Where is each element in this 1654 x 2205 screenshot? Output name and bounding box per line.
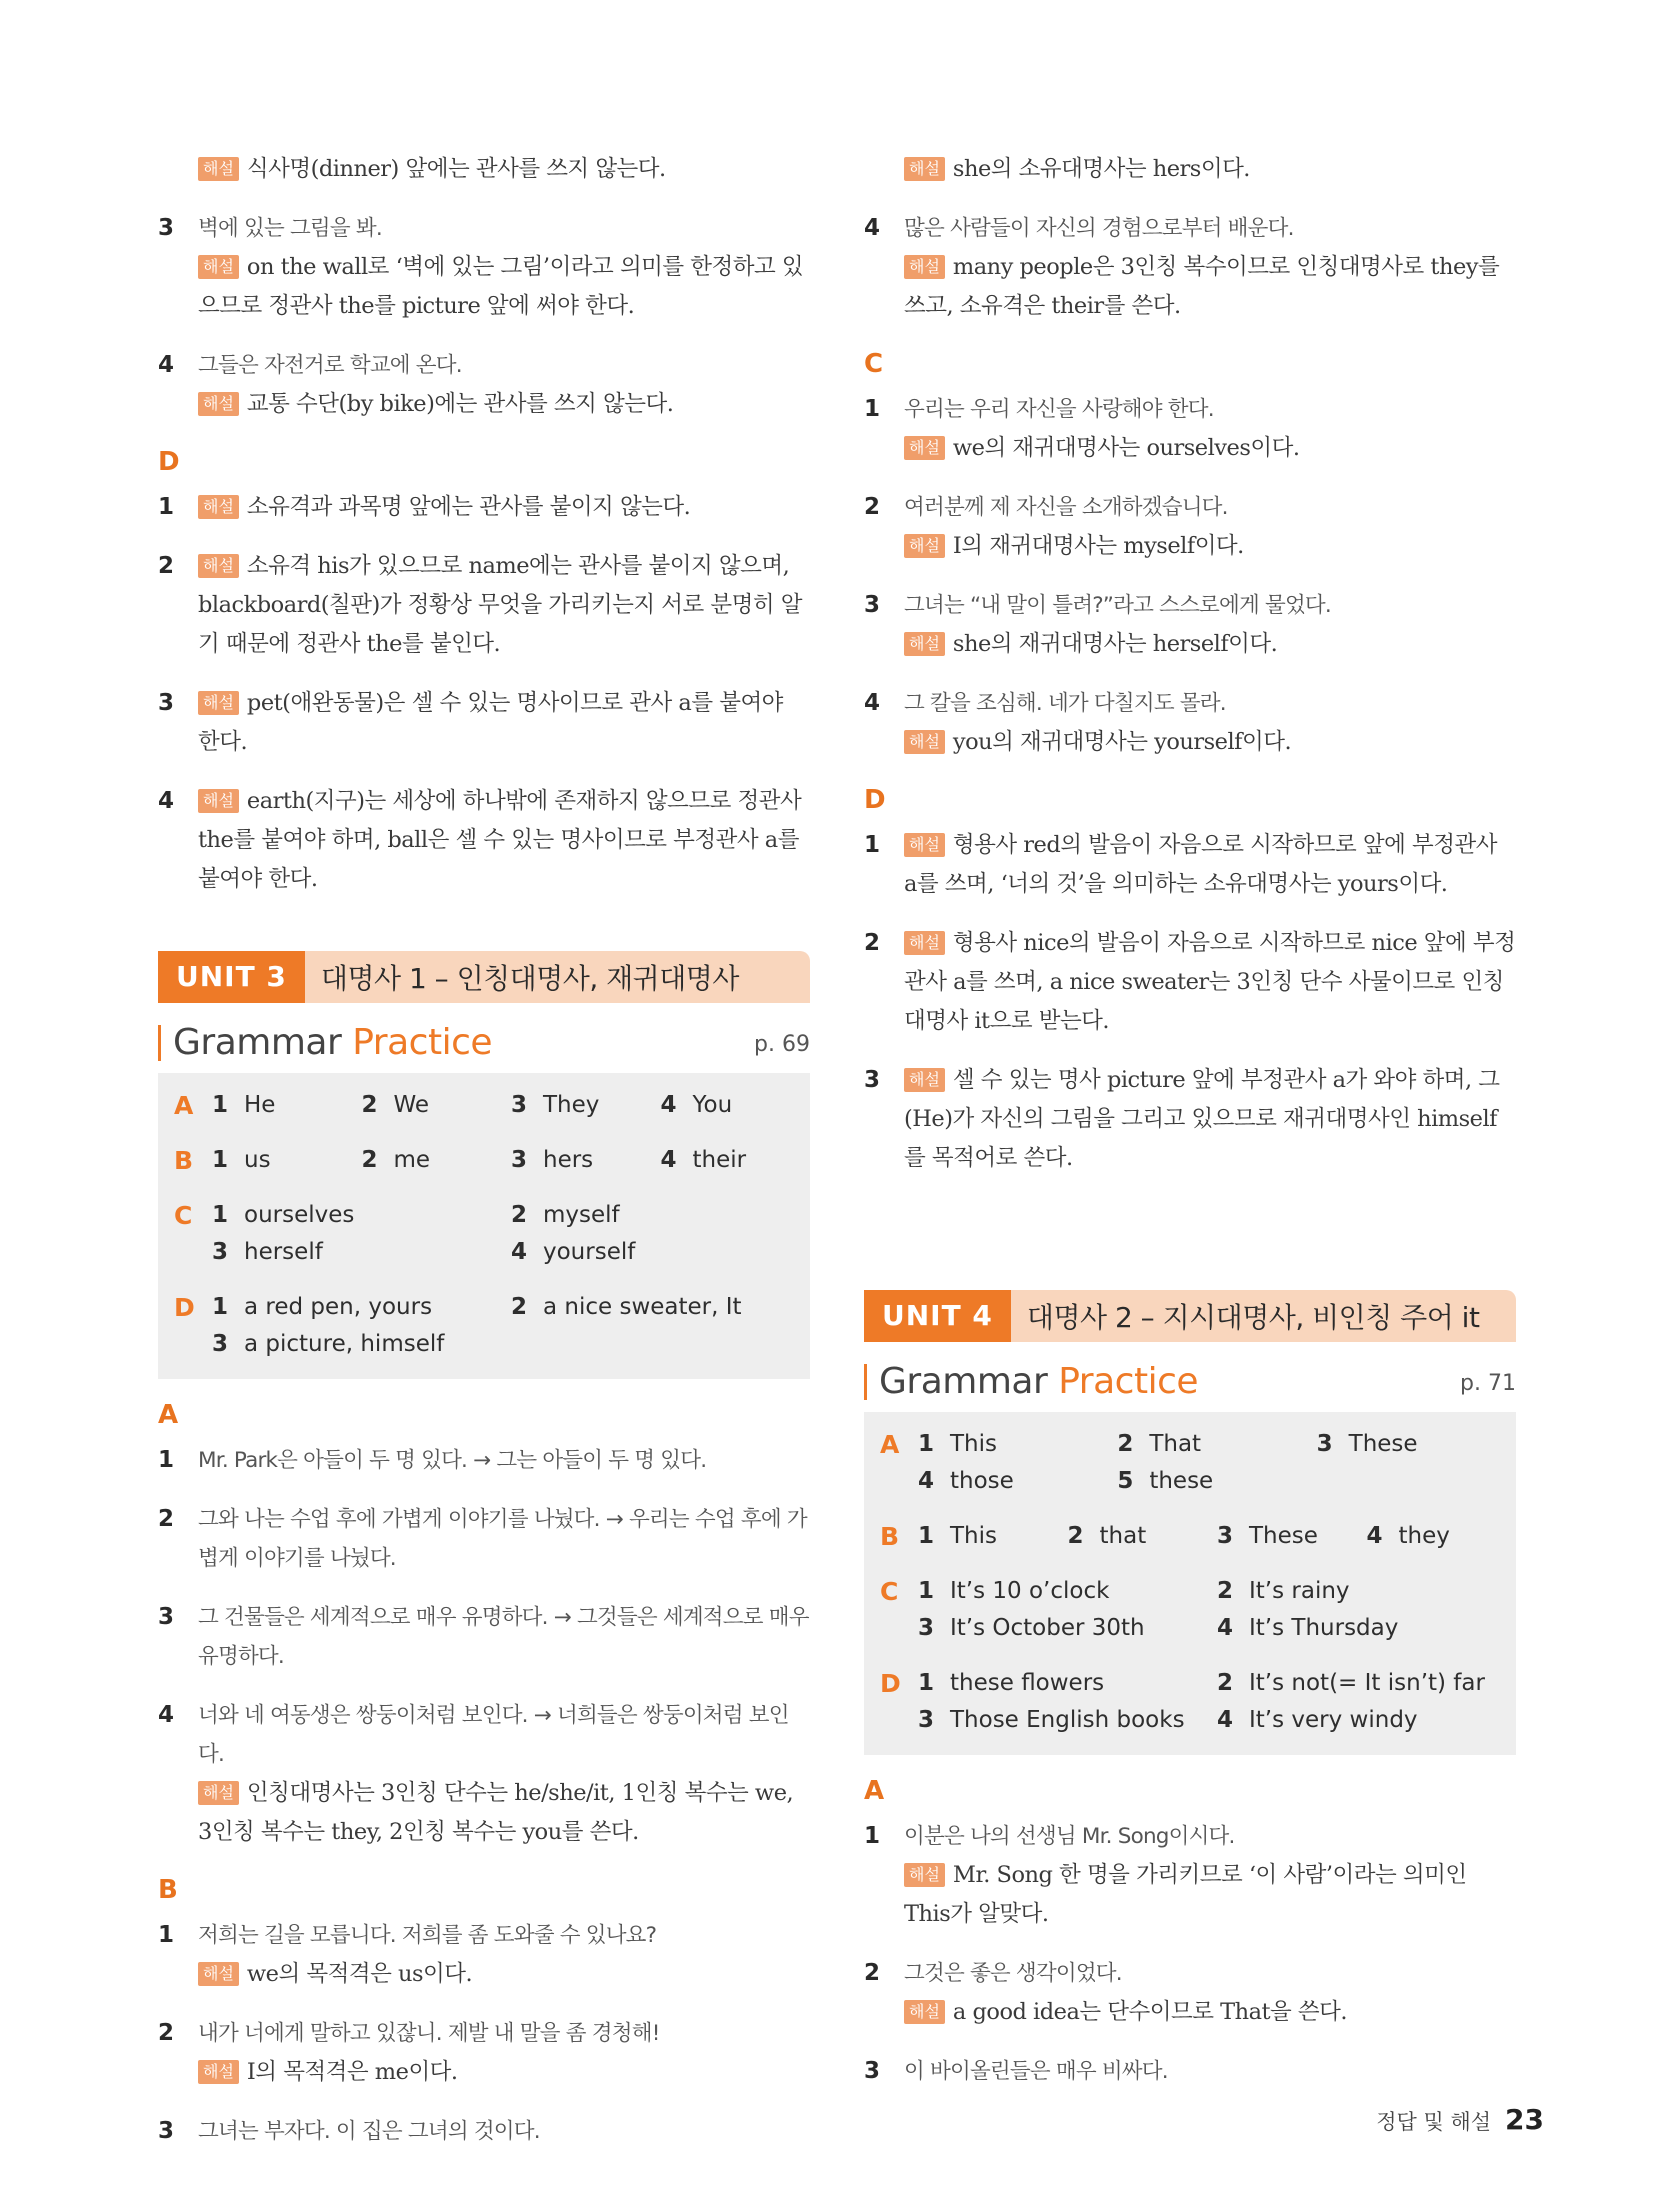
answer-grid — [918, 1518, 1516, 1555]
explanation-text: she의 소유대명사는 hers이다. — [952, 156, 1250, 182]
answer-text: This — [950, 1431, 997, 1457]
answer-number: 1 — [212, 1202, 229, 1228]
item-number: 3 — [864, 2058, 880, 2084]
answer-cell — [362, 1087, 512, 1124]
item-number: 2 — [864, 1960, 880, 1986]
explanation-text: I의 재귀대명사는 myself이다. — [952, 533, 1244, 559]
item-number: 1 — [864, 396, 880, 422]
explanation — [904, 1993, 1516, 2032]
korean-sentence: 그녀는 “내 말이 틀려?”라고 스스로에게 물었다. — [904, 593, 1331, 618]
answer-number: 4 — [1366, 1523, 1383, 1549]
left-top-item — [158, 150, 810, 189]
title-grammar: Grammar — [879, 1361, 1048, 1402]
grammar-practice-title — [158, 1022, 493, 1063]
explanation-text: 교통 수단(by bike)에는 관사를 쓰지 않는다. — [246, 391, 674, 417]
left-b-item — [158, 1916, 810, 1994]
right-a-item — [864, 1954, 1516, 2032]
explanation-tag: 해설 — [198, 2060, 239, 2084]
explanation — [198, 248, 810, 326]
answer-cell — [918, 1665, 1217, 1702]
answer-cell — [1217, 1573, 1516, 1610]
answer-cell — [511, 1197, 810, 1234]
korean-sentence: 그 건물들은 세계적으로 매우 유명하다. → 그것들은 세계적으로 매우 유명하다. — [198, 1605, 809, 1669]
explanation-tag: 해설 — [198, 1781, 239, 1805]
answer-text: They — [543, 1092, 600, 1118]
answer-cell — [212, 1326, 511, 1363]
unit-title: 대명사 1 – 인칭대명사, 재귀대명사 — [320, 962, 739, 995]
explanation-text: 소유격과 과목명 앞에는 관사를 붙이지 않는다. — [246, 494, 691, 520]
page-number: 23 — [1505, 2103, 1544, 2136]
answer-cell — [1217, 1702, 1516, 1739]
explanation-text: 식사명(dinner) 앞에는 관사를 쓰지 않는다. — [246, 156, 666, 182]
item-number: 2 — [864, 494, 880, 520]
answer-cell — [918, 1518, 1068, 1555]
page-reference: p. 69 — [754, 1032, 810, 1057]
explanation-text: we의 목적격은 us이다. — [246, 1961, 473, 1987]
item-number: 3 — [864, 592, 880, 618]
grammar-practice-header — [158, 1022, 810, 1063]
title-practice: Practice — [1058, 1361, 1199, 1402]
item-number: 3 — [158, 2118, 174, 2144]
explanation-tag: 해설 — [904, 931, 945, 955]
answer-grid — [212, 1087, 810, 1124]
explanation — [198, 684, 810, 762]
answer-text: yourself — [543, 1239, 636, 1265]
section-letter: A — [864, 1776, 885, 1806]
grammar-practice-title — [864, 1361, 1199, 1402]
left-top-item — [158, 346, 810, 424]
explanation-tag: 해설 — [904, 632, 945, 656]
answer-row — [174, 1142, 810, 1179]
right-c-item — [864, 488, 1516, 566]
section-letter: D — [158, 447, 180, 477]
unit-label: UNIT 3 — [158, 951, 305, 1003]
answer-letter: A — [880, 1430, 900, 1459]
korean-sentence: 그 칼을 조심해. 네가 다칠지도 몰라. — [904, 691, 1226, 716]
item-number: 4 — [158, 788, 174, 814]
item-number: 2 — [864, 930, 880, 956]
item-number: 3 — [158, 215, 174, 241]
korean-sentence: 그와 나는 수업 후에 가볍게 이야기를 나눴다. → 우리는 수업 후에 가볍게 이야기를 나눴다. — [198, 1507, 807, 1571]
item-number: 4 — [158, 1702, 174, 1728]
answer-text: us — [244, 1147, 271, 1173]
explanation-tag: 해설 — [904, 1863, 945, 1887]
explanation-tag: 해설 — [904, 436, 945, 460]
footer-label: 정답 및 해설 — [1376, 2110, 1492, 2134]
item-number: 4 — [864, 690, 880, 716]
answer-cell — [212, 1142, 362, 1179]
answer-cell — [511, 1289, 810, 1326]
answer-text: these — [1149, 1468, 1214, 1494]
answer-number: 1 — [918, 1670, 935, 1696]
answer-text: This — [950, 1523, 997, 1549]
answer-text: It’s October 30th — [950, 1615, 1145, 1641]
answer-cell — [212, 1087, 362, 1124]
left-a-item — [158, 1500, 810, 1578]
left-b-item — [158, 2112, 810, 2151]
explanation-text: 셀 수 있는 명사 picture 앞에 부정관사 a가 와야 하며, 그(He)가 자신의 그림을 그리고 있으므로 재귀대명사인 himself를 목적어로 쓴다. — [904, 1067, 1500, 1171]
answer-row — [174, 1087, 810, 1124]
answer-number: 1 — [918, 1523, 935, 1549]
explanation-text: earth(지구)는 세상에 하나밖에 존재하지 않으므로 정관사 the를 붙여야 하며, ball은 셀 수 있는 명사이므로 부정관사 a를 붙여야 한다. — [198, 788, 802, 892]
answer-text: herself — [244, 1239, 323, 1265]
page-footer — [1376, 2103, 1544, 2136]
korean-sentence: 내가 너에게 말하고 있잖니. 제발 내 말을 좀 경청해! — [198, 2021, 660, 2046]
answer-cell — [1317, 1426, 1516, 1463]
explanation — [904, 1856, 1516, 1934]
answer-number: 2 — [511, 1294, 528, 1320]
answer-text: Those English books — [950, 1707, 1185, 1733]
section-letter: C — [864, 349, 884, 379]
answer-box — [158, 1073, 810, 1379]
right-d-item — [864, 1061, 1516, 1178]
left-a-item — [158, 1598, 810, 1676]
answer-box — [864, 1412, 1516, 1755]
answer-cell — [918, 1463, 1117, 1500]
answer-number: 4 — [660, 1092, 677, 1118]
item-number: 4 — [158, 352, 174, 378]
right-c-item — [864, 684, 1516, 762]
title-grammar: Grammar — [173, 1022, 342, 1063]
explanation — [198, 385, 810, 424]
explanation-text: 형용사 red의 발음이 자음으로 시작하므로 앞에 부정관사 a를 쓰며, ‘너의 것’을 의미하는 소유대명사는 yours이다. — [904, 832, 1497, 897]
left-a-item — [158, 1696, 810, 1852]
answer-text: We — [393, 1092, 430, 1118]
answer-number: 1 — [918, 1578, 935, 1604]
explanation — [904, 248, 1516, 326]
explanation-tag: 해설 — [904, 1068, 945, 1092]
answer-cell — [1117, 1426, 1316, 1463]
section-letter: B — [158, 1875, 178, 1905]
answer-cell — [212, 1197, 511, 1234]
answer-letter: C — [174, 1201, 193, 1230]
answer-text: hers — [543, 1147, 594, 1173]
answer-number: 4 — [918, 1468, 935, 1494]
item-number: 3 — [158, 1604, 174, 1630]
explanation-tag: 해설 — [198, 691, 239, 715]
korean-sentence: 많은 사람들이 자신의 경험으로부터 배운다. — [904, 216, 1294, 241]
explanation-text: Mr. Song 한 명을 가리키므로 ‘이 사람’이라는 의미인 This가 알맞다. — [904, 1862, 1467, 1927]
korean-sentence: Mr. Park은 아들이 두 명 있다. → 그는 아들이 두 명 있다. — [198, 1448, 707, 1473]
answer-number: 3 — [511, 1092, 528, 1118]
left-d-item — [158, 488, 810, 527]
answer-row — [880, 1518, 1516, 1555]
unit-label: UNIT 4 — [864, 1290, 1011, 1342]
unit-header — [158, 951, 810, 1003]
title-practice: Practice — [352, 1022, 493, 1063]
explanation-tag: 해설 — [904, 157, 945, 181]
answer-text: It’s Thursday — [1249, 1615, 1399, 1641]
answer-text: These — [1249, 1523, 1318, 1549]
answer-text: a picture, himself — [244, 1331, 445, 1357]
item-number: 1 — [158, 1447, 174, 1473]
explanation-text: she의 재귀대명사는 herself이다. — [952, 631, 1278, 657]
korean-sentence: 이 바이올린들은 매우 비싸다. — [904, 2059, 1168, 2084]
grammar-practice-header — [864, 1361, 1516, 1402]
explanation — [904, 150, 1516, 189]
answer-cell — [511, 1142, 661, 1179]
answer-cell — [1217, 1610, 1516, 1647]
answer-number: 4 — [511, 1239, 528, 1265]
korean-sentence: 그녀는 부자다. 이 집은 그녀의 것이다. — [198, 2119, 540, 2144]
answer-text: a nice sweater, It — [543, 1294, 742, 1320]
explanation-text: 형용사 nice의 발음이 자음으로 시작하므로 nice 앞에 부정관사 a를 쓰며, a nice sweater는 3인칭 단수 사물이므로 인칭대명사 it으로 받는다. — [904, 930, 1516, 1034]
answer-cell — [918, 1610, 1217, 1647]
item-number: 3 — [864, 1067, 880, 1093]
answer-text: It’s very windy — [1249, 1707, 1418, 1733]
answer-letter: A — [174, 1091, 194, 1120]
right-a-item — [864, 2052, 1516, 2091]
korean-sentence: 벽에 있는 그림을 봐. — [198, 216, 382, 241]
item-number: 1 — [864, 832, 880, 858]
answer-number: 2 — [361, 1092, 378, 1118]
answer-text: It’s not(= It isn’t) far — [1249, 1670, 1485, 1696]
explanation-text: I의 목적격은 me이다. — [246, 2059, 458, 2085]
item-number: 2 — [158, 2020, 174, 2046]
answer-cell — [661, 1087, 811, 1124]
item-number: 1 — [158, 494, 174, 520]
answer-cell — [511, 1087, 661, 1124]
item-number: 2 — [158, 1506, 174, 1532]
answer-cell — [1217, 1518, 1367, 1555]
explanation-tag: 해설 — [198, 1962, 239, 1986]
explanation — [198, 2053, 810, 2092]
left-top-item — [158, 209, 810, 326]
explanation — [198, 150, 810, 189]
explanation-text: 인칭대명사는 3인칭 단수는 he/she/it, 1인칭 복수는 we, 3인칭 복수는 they, 2인칭 복수는 you를 쓴다. — [198, 1780, 794, 1845]
answer-number: 3 — [212, 1331, 229, 1357]
answer-grid — [918, 1426, 1516, 1500]
explanation-tag: 해설 — [198, 554, 239, 578]
korean-sentence: 우리는 우리 자신을 사랑해야 한다. — [904, 397, 1214, 422]
answer-cell — [1117, 1463, 1316, 1500]
answer-number: 3 — [511, 1147, 528, 1173]
right-c-item — [864, 390, 1516, 468]
answer-number: 2 — [1067, 1523, 1084, 1549]
explanation-tag: 해설 — [198, 789, 239, 813]
korean-sentence: 그들은 자전거로 학교에 온다. — [198, 353, 462, 378]
korean-sentence: 저희는 길을 모릅니다. 저희를 좀 도와줄 수 있나요? — [198, 1923, 657, 1948]
item-number: 1 — [158, 1922, 174, 1948]
answer-cell — [918, 1426, 1117, 1463]
explanation-text: a good idea는 단수이므로 That을 쓴다. — [952, 1999, 1348, 2025]
answer-text: me — [393, 1147, 431, 1173]
korean-sentence: 너와 네 여동생은 쌍둥이처럼 보인다. → 너희들은 쌍둥이처럼 보인다. — [198, 1703, 789, 1767]
answer-text: It’s 10 o’clock — [950, 1578, 1110, 1604]
answer-number: 1 — [212, 1294, 229, 1320]
explanation-tag: 해설 — [198, 495, 239, 519]
answer-cell — [1068, 1518, 1218, 1555]
right-d-item — [864, 826, 1516, 904]
answer-row — [880, 1426, 1516, 1500]
answer-text: These — [1348, 1431, 1418, 1457]
section-letter: D — [864, 785, 886, 815]
explanation — [904, 527, 1516, 566]
answer-number: 3 — [1217, 1523, 1234, 1549]
answer-number: 2 — [1117, 1431, 1134, 1457]
answer-number: 3 — [918, 1707, 935, 1733]
answer-cell — [661, 1142, 811, 1179]
left-d-item — [158, 684, 810, 762]
explanation-tag: 해설 — [904, 2000, 945, 2024]
answer-text: That — [1149, 1431, 1202, 1457]
answer-text: myself — [543, 1202, 620, 1228]
unit-title: 대명사 2 – 지시대명사, 비인칭 주어 it — [1026, 1301, 1480, 1334]
answer-number: 4 — [1217, 1707, 1234, 1733]
explanation — [904, 826, 1516, 904]
left-a-item — [158, 1441, 810, 1480]
explanation — [904, 625, 1516, 664]
answer-text: they — [1398, 1523, 1450, 1549]
right-d-item — [864, 924, 1516, 1041]
korean-sentence: 그것은 좋은 생각이었다. — [904, 1961, 1122, 1986]
answer-letter: B — [174, 1146, 194, 1175]
answer-number: 1 — [212, 1147, 229, 1173]
answer-number: 1 — [918, 1431, 935, 1457]
explanation-tag: 해설 — [198, 255, 239, 279]
answer-text: that — [1099, 1523, 1147, 1549]
explanation — [904, 1061, 1516, 1178]
answer-cell — [1217, 1665, 1516, 1702]
answer-row — [174, 1197, 810, 1271]
answer-number: 4 — [1217, 1615, 1234, 1641]
answer-row — [880, 1573, 1516, 1647]
answer-text: their — [692, 1147, 747, 1173]
answer-grid — [212, 1142, 810, 1179]
answer-number: 3 — [1316, 1431, 1333, 1457]
answer-number: 3 — [918, 1615, 935, 1641]
korean-sentence: 이분은 나의 선생님 Mr. Song이시다. — [904, 1824, 1235, 1849]
korean-sentence: 여러분께 제 자신을 소개하겠습니다. — [904, 495, 1228, 520]
right-top-item — [864, 150, 1516, 189]
answer-number: 2 — [1217, 1578, 1234, 1604]
answer-text: ourselves — [244, 1202, 355, 1228]
right-c-item — [864, 586, 1516, 664]
left-d-item — [158, 782, 810, 899]
answer-cell — [511, 1234, 810, 1271]
item-number: 3 — [158, 690, 174, 716]
answer-cell — [918, 1573, 1217, 1610]
answer-letter: C — [880, 1577, 899, 1606]
answer-letter: B — [880, 1522, 900, 1551]
answer-cell — [362, 1142, 512, 1179]
answer-text: these flowers — [950, 1670, 1105, 1696]
explanation — [198, 782, 810, 899]
explanation-tag: 해설 — [904, 255, 945, 279]
explanation-text: on the wall로 ‘벽에 있는 그림’이라고 의미를 한정하고 있으므로 정관사 the를 picture 앞에 써야 한다. — [198, 254, 804, 319]
answer-number: 2 — [1217, 1670, 1234, 1696]
explanation-text: 소유격 his가 있으므로 name에는 관사를 붙이지 않으며, blackboard(칠판)가 정황상 무엇을 가리키는지 서로 분명히 알기 때문에 정관사 the를 붙인다. — [198, 553, 802, 657]
answer-letter: D — [174, 1293, 195, 1322]
unit-header — [864, 1290, 1516, 1342]
explanation — [198, 1774, 810, 1852]
answer-grid — [212, 1197, 810, 1271]
answer-number: 4 — [660, 1147, 677, 1173]
right-a-item — [864, 1817, 1516, 1934]
answer-cell — [212, 1289, 511, 1326]
item-number: 2 — [158, 553, 174, 579]
explanation — [198, 547, 810, 664]
right-column — [864, 150, 1516, 2111]
answer-cell — [918, 1702, 1217, 1739]
answer-row — [174, 1289, 810, 1363]
section-letter: A — [158, 1400, 179, 1430]
answer-letter: D — [880, 1669, 901, 1698]
explanation-text: you의 재귀대명사는 yourself이다. — [952, 729, 1292, 755]
answer-number: 2 — [511, 1202, 528, 1228]
answer-grid — [918, 1573, 1516, 1647]
answer-text: a red pen, yours — [244, 1294, 433, 1320]
explanation — [198, 1955, 810, 1994]
right-top-item — [864, 209, 1516, 326]
answer-text: You — [692, 1092, 733, 1118]
explanation-tag: 해설 — [904, 833, 945, 857]
left-d-item — [158, 547, 810, 664]
answer-text: He — [244, 1092, 276, 1118]
answer-cell — [212, 1234, 511, 1271]
left-column — [158, 150, 810, 2171]
answer-number: 5 — [1117, 1468, 1134, 1494]
answer-grid — [918, 1665, 1516, 1739]
left-b-item — [158, 2014, 810, 2092]
answer-cell — [1367, 1518, 1517, 1555]
answer-number: 2 — [361, 1147, 378, 1173]
explanation-text: we의 재귀대명사는 ourselves이다. — [952, 435, 1300, 461]
explanation-tag: 해설 — [904, 730, 945, 754]
explanation-tag: 해설 — [198, 392, 239, 416]
explanation-tag: 해설 — [904, 534, 945, 558]
answer-row — [880, 1665, 1516, 1739]
answer-text: those — [950, 1468, 1014, 1494]
page-reference: p. 71 — [1460, 1371, 1516, 1396]
explanation — [198, 488, 810, 527]
explanation-tag: 해설 — [198, 157, 239, 181]
explanation-text: many people은 3인칭 복수이므로 인칭대명사로 they를 쓰고, 소유격은 their를 쓴다. — [904, 254, 1500, 319]
answer-text: It’s rainy — [1249, 1578, 1350, 1604]
answer-grid — [212, 1289, 810, 1363]
explanation — [904, 429, 1516, 468]
item-number: 4 — [864, 215, 880, 241]
explanation — [904, 723, 1516, 762]
explanation — [904, 924, 1516, 1041]
explanation-text: pet(애완동물)은 셀 수 있는 명사이므로 관사 a를 붙여야 한다. — [198, 690, 783, 755]
item-number: 1 — [864, 1823, 880, 1849]
answer-number: 3 — [212, 1239, 229, 1265]
answer-number: 1 — [212, 1092, 229, 1118]
